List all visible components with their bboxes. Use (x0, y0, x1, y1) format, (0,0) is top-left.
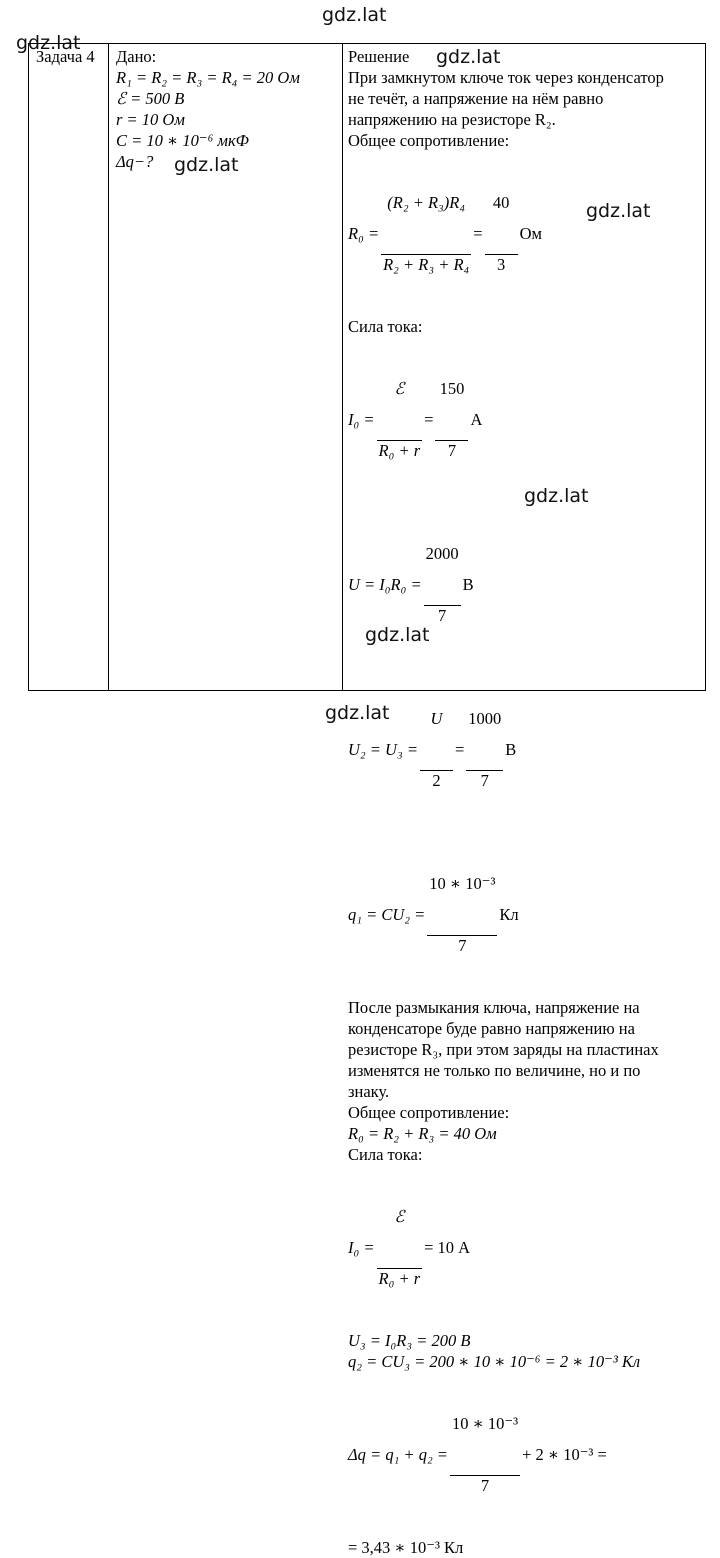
given-line: r = 10 Ом (116, 110, 185, 129)
denominator: R₂ + R₃ + R₄ (383, 255, 470, 274)
watermark: gdz.lat (16, 32, 81, 54)
eq-lhs: U = I₀R₀ = (348, 575, 422, 594)
denominator: 3 (485, 254, 518, 274)
equation-u2 (348, 667, 703, 832)
denominator: 7 (424, 605, 461, 625)
task-cell (36, 46, 108, 67)
solution-cell (348, 46, 703, 1558)
equation-dq-final: = 3,43 ∗ 10⁻³ Кл (348, 1538, 464, 1557)
solution-text-line: конденсаторе буде равно напряжению на (348, 1019, 635, 1038)
fraction (427, 832, 497, 997)
solution-text-line: напряжению на резисторе R₂. (348, 110, 556, 129)
eq-sign: = (454, 740, 465, 759)
eq-lhs: I₀ = (348, 1238, 375, 1257)
numerator: (R₂ + R₃)R₄ (387, 193, 466, 212)
equation-r0 (348, 151, 703, 316)
fraction (435, 337, 468, 502)
unit: В (462, 575, 474, 594)
numerator: 40 (492, 193, 510, 212)
eq-rhs: = 10 А (424, 1238, 471, 1257)
fraction (450, 1372, 520, 1537)
watermark: gdz.lat (325, 702, 390, 724)
section-label: Сила тока: (348, 1145, 423, 1164)
eq-rhs: + 2 ∗ 10⁻³ = (522, 1445, 607, 1464)
solution-text-line: резисторе R₃, при этом заряды на пластинах (348, 1040, 659, 1059)
denominator: 2 (420, 770, 453, 790)
equation-r0b: R₀ = R₂ + R₃ = 40 Ом (348, 1124, 497, 1143)
given-header: Дано: (116, 47, 157, 66)
fraction (420, 667, 453, 832)
numerator: ℰ (394, 1207, 405, 1226)
solution-text-line: При замкнутом ключе ток через конденсатор (348, 68, 664, 87)
eq-lhs: R₀ = (348, 224, 380, 243)
fraction (381, 151, 471, 316)
watermark: gdz.lat (365, 624, 430, 646)
fraction (377, 337, 423, 502)
numerator: 2000 (425, 544, 459, 563)
eq-lhs: q₁ = CU₂ = (348, 905, 426, 924)
section-label: Сила тока: (348, 317, 423, 336)
equation-u3: U₃ = I₀R₃ = 200 В (348, 1331, 471, 1350)
denominator: 7 (466, 770, 503, 790)
fraction (485, 151, 518, 316)
denominator: 7 (435, 440, 468, 460)
watermark: gdz.lat (174, 154, 239, 176)
denominator: R₀ + r (378, 441, 421, 460)
equation-i0 (348, 337, 703, 502)
watermark: gdz.lat (586, 200, 651, 222)
numerator: 10 ∗ 10⁻³ (429, 874, 496, 893)
section-label: Общее сопротивление: (348, 131, 510, 150)
given-cell (116, 46, 342, 172)
solution-header: Решение (348, 47, 410, 66)
equation-i0b (348, 1165, 703, 1330)
denominator: 7 (427, 935, 497, 955)
solution-text-line: После размыкания ключа, напряжение на (348, 998, 640, 1017)
given-line: Δq−? (116, 152, 154, 171)
equation-q2: q₂ = CU₃ = 200 ∗ 10 ∗ 10⁻⁶ = 2 ∗ 10⁻³ Кл (348, 1352, 641, 1371)
given-line: R₁ = R₂ = R₃ = R₄ = 20 Ом (116, 68, 300, 87)
given-line: C = 10 ∗ 10⁻⁶ мкФ (116, 131, 249, 150)
eq-sign: = (424, 410, 434, 429)
unit: Кл (499, 905, 519, 924)
task-label: Задача 4 (36, 47, 95, 66)
denominator: 7 (450, 1475, 520, 1495)
section-label: Общее сопротивление: (348, 1103, 510, 1122)
numerator: ℰ (394, 379, 405, 398)
unit: Ом (519, 224, 542, 243)
solution-text-line: знаку. (348, 1082, 390, 1101)
eq-lhs: I₀ = (348, 410, 375, 429)
equation-dq (348, 1372, 703, 1537)
watermark: gdz.lat (436, 46, 501, 68)
unit: А (470, 410, 483, 429)
equation-q1 (348, 832, 703, 997)
fraction (377, 1165, 423, 1330)
numerator: 10 ∗ 10⁻³ (451, 1414, 519, 1433)
column-divider (108, 44, 109, 690)
given-line: ℰ = 500 В (116, 89, 185, 108)
numerator: U (430, 709, 443, 728)
eq-lhs: Δq = q₁ + q₂ = (348, 1445, 448, 1464)
fraction (466, 667, 503, 832)
eq-lhs: U₂ = U₃ = (348, 740, 418, 759)
solution-text-line: изменятся не только по величине, но и по (348, 1061, 641, 1080)
watermark: gdz.lat (322, 4, 387, 26)
eq-sign: = (473, 224, 483, 243)
denominator: R₀ + r (378, 1269, 421, 1288)
solution-text-line: не течёт, а напряжение на нём равно (348, 89, 604, 108)
numerator: 150 (439, 379, 465, 398)
numerator: 1000 (468, 709, 502, 728)
unit: В (505, 740, 517, 759)
watermark: gdz.lat (524, 485, 589, 507)
column-divider (342, 44, 343, 690)
